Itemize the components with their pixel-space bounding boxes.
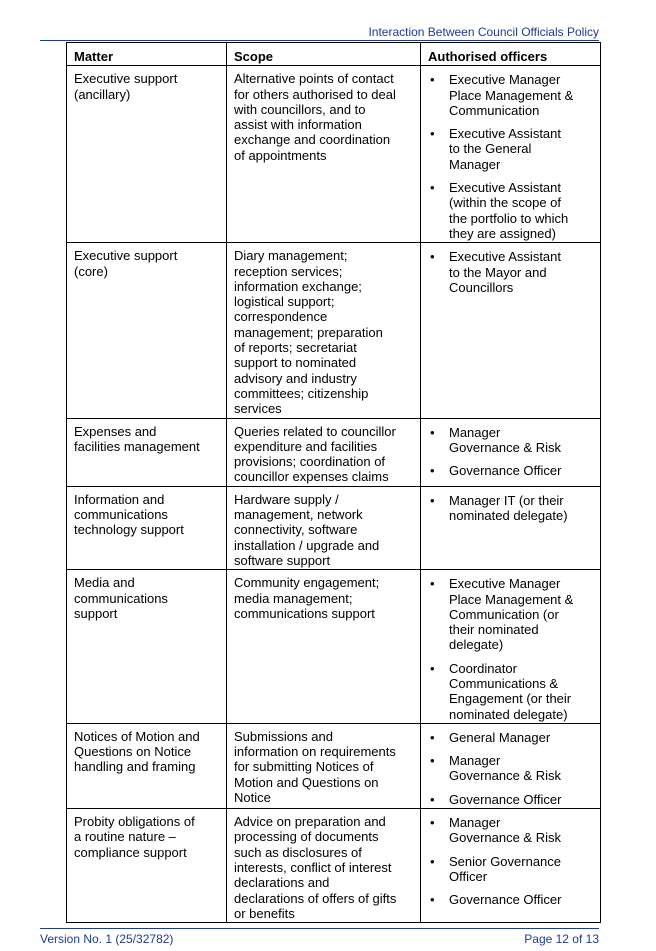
table-body — [67, 66, 601, 923]
table-row — [67, 66, 601, 243]
column-header-authorised-officers: Authorised officers — [421, 43, 601, 66]
footer-page-number: Page 12 of 13 — [524, 932, 599, 946]
officer-list — [428, 493, 594, 524]
table-header-row — [67, 43, 601, 66]
authorised-officers-cell — [421, 570, 601, 724]
officer-list-item: • Governance Officer — [428, 463, 594, 478]
scope-cell: Alternative points of contact for others authorised to deal with councillors, and to assist with information exchange and coordination of appointments — [227, 66, 421, 243]
matter-cell: Notices of Motion and Questions on Notice handling and framing — [67, 723, 227, 808]
matter-cell: Media and communications support — [67, 570, 227, 724]
scope-cell: Queries related to councillor expenditure and facilities provisions; coordination of councillor expenses claims — [227, 418, 421, 486]
table-row — [67, 243, 601, 418]
authorised-officers-cell — [421, 809, 601, 923]
officer-list-item: • Manager Governance & Risk — [428, 425, 594, 456]
officer-list — [428, 425, 594, 479]
officer-list-item: • Governance Officer — [428, 792, 594, 807]
officer-list-item: • General Manager — [428, 730, 594, 745]
matter-cell: Executive support (core) — [67, 243, 227, 418]
authorised-officers-cell — [421, 723, 601, 808]
officer-list-item: • Manager Governance & Risk — [428, 753, 594, 784]
officer-list-item: • Executive Assistant to the Mayor and Councillors — [428, 249, 594, 295]
matter-cell: Expenses and facilities management — [67, 418, 227, 486]
officer-list-item: • Coordinator Communications & Engagement (or their nominated delegate) — [428, 661, 594, 722]
authorised-officers-cell — [421, 486, 601, 569]
officer-list-item: • Senior Governance Officer — [428, 854, 594, 885]
officer-list-item: • Executive Manager Place Management & Communication — [428, 72, 594, 118]
matter-cell: Probity obligations of a routine nature – compliance support — [67, 809, 227, 923]
officer-list-item: • Manager IT (or their nominated delegate) — [428, 493, 594, 524]
authorised-officers-cell — [421, 418, 601, 486]
matter-cell: Information and communications technology support — [67, 486, 227, 569]
authorised-officers-cell — [421, 66, 601, 243]
header-divider — [40, 40, 599, 41]
scope-cell: Advice on preparation and processing of documents such as disclosures of interests, conflict of interest declarations and declarations of offers of gifts or benefits — [227, 809, 421, 923]
table-row — [67, 570, 601, 724]
officer-list — [428, 249, 594, 295]
footer-version: Version No. 1 (25/32782) — [40, 932, 174, 946]
authorised-officers-table — [66, 42, 601, 923]
scope-cell: Community engagement; media management; communications support — [227, 570, 421, 724]
column-header-scope: Scope — [227, 43, 421, 66]
table-row — [67, 723, 601, 808]
footer-divider — [40, 928, 599, 929]
officer-list — [428, 730, 594, 807]
officer-list-item: • Governance Officer — [428, 892, 594, 907]
table-row — [67, 486, 601, 569]
table-row — [67, 418, 601, 486]
document-header-title: Interaction Between Council Officials Policy — [368, 25, 599, 39]
officer-list — [428, 72, 594, 241]
scope-cell: Hardware supply / management, network connectivity, software installation / upgrade and software support — [227, 486, 421, 569]
scope-cell: Submissions and information on requirements for submitting Notices of Motion and Questions on Notice — [227, 723, 421, 808]
matter-cell: Executive support (ancillary) — [67, 66, 227, 243]
column-header-matter: Matter — [67, 43, 227, 66]
officer-list — [428, 576, 594, 722]
officer-list-item: • Manager Governance & Risk — [428, 815, 594, 846]
table-row — [67, 809, 601, 923]
officer-list-item: • Executive Assistant (within the scope of the portfolio to which they are assigned) — [428, 180, 594, 241]
scope-cell: Diary management; reception services; information exchange; logistical support; correspondence management; preparation of reports; secretariat support to nominated advisory and industry committees; citizenship services — [227, 243, 421, 418]
authorised-officers-cell — [421, 243, 601, 418]
officer-list-item: • Executive Manager Place Management & Communication (or their nominated delegate) — [428, 576, 594, 652]
officer-list-item: • Executive Assistant to the General Manager — [428, 126, 594, 172]
officer-list — [428, 815, 594, 907]
